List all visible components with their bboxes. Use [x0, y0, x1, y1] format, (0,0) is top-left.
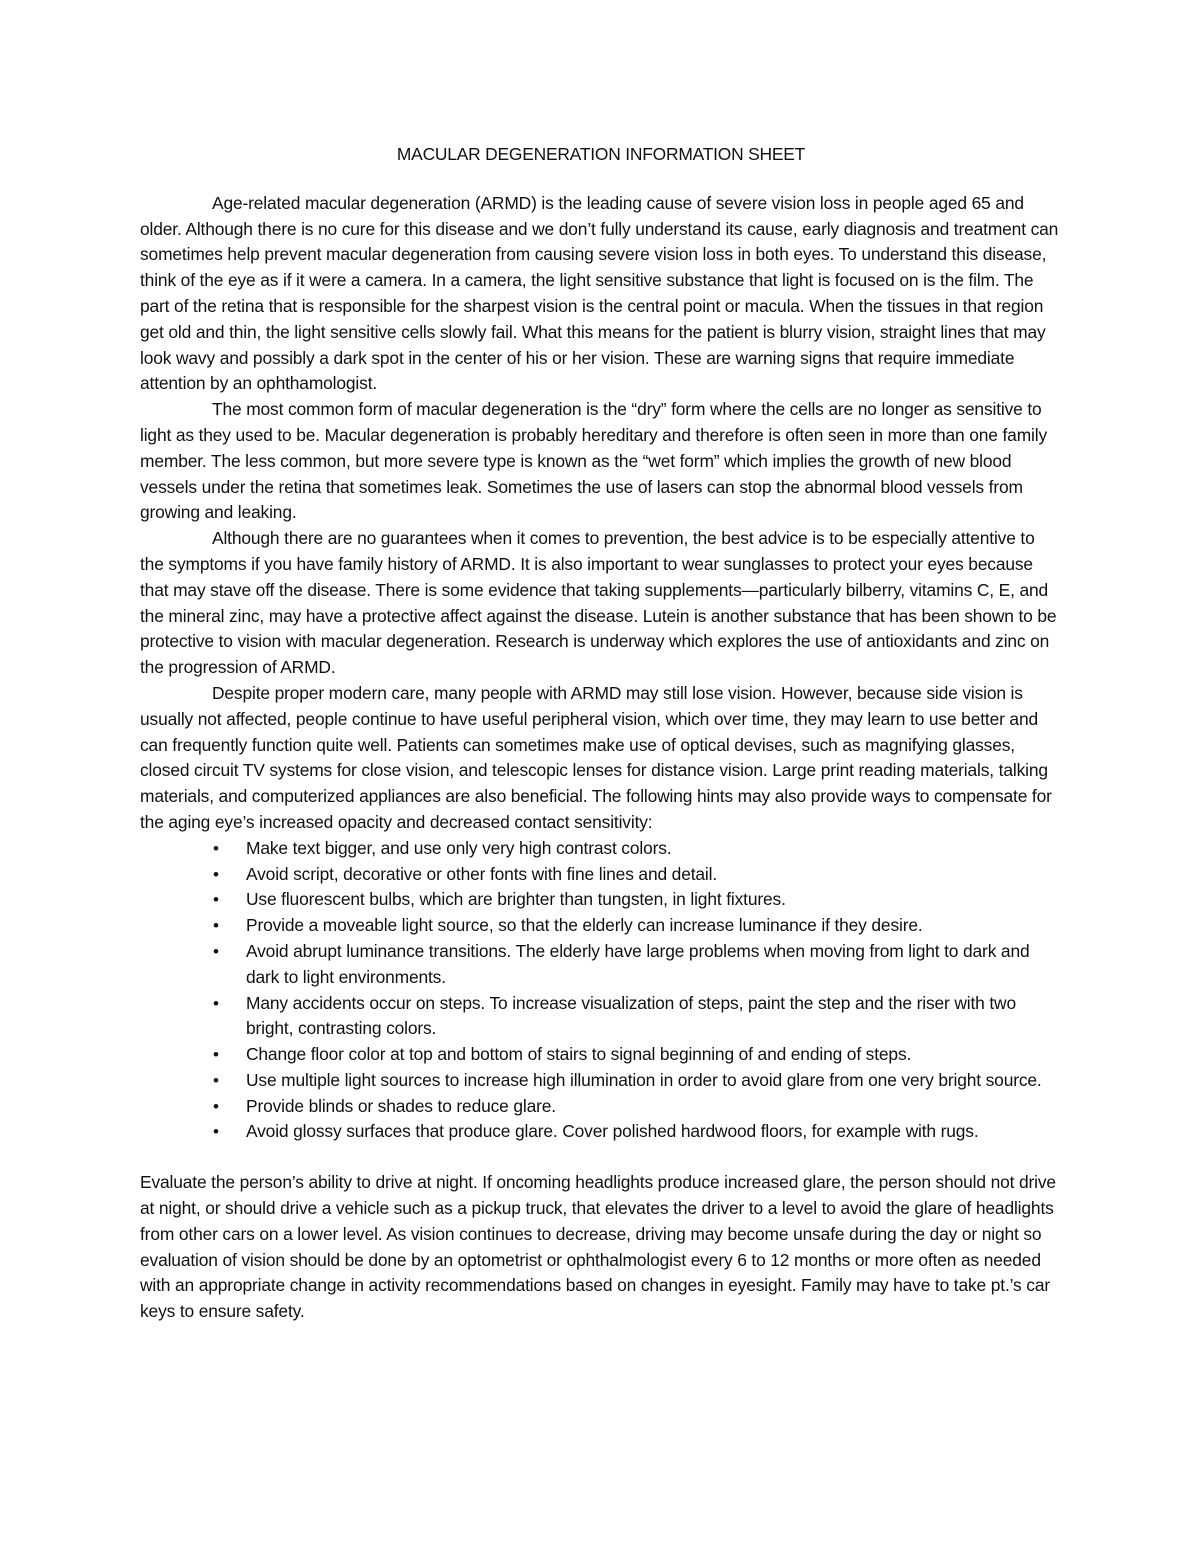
bullet-icon: • [213, 993, 219, 1013]
list-item [213, 1119, 1062, 1145]
list-item-text: Use multiple light sources to increase high illumination in order to avoid glare from one very bright source. [246, 1069, 1042, 1090]
paragraph-dry-wet-forms: The most common form of macular degeneration is the “dry” form where the cells are no longer as sensitive to light as they used to be. Macular degeneration is probably hereditary and therefore is often seen in more than one family member. The less common, but more severe type is known as the “wet form” which implies the growth of new blood vessels under the retina that sometimes leak. Sometimes the use of lasers can stop the abnormal blood vessels from growing and leaking. [140, 399, 1048, 523]
list-item [213, 939, 1062, 991]
bullet-icon: • [213, 890, 219, 910]
bullet-icon: • [213, 916, 219, 936]
paragraph-prevention: Although there are no guarantees when it comes to prevention, the best advice is to be especially attentive to the symptoms if you have family history of ARMD. It is also important to wear sunglasses to protect your eyes because that may stave off the disease. There is some evidence that taking supplements—particularly bilberry, vitamins C, E, and the mineral zinc, may have a protective affect against the disease. Lutein is another substance that has been shown to be protective to vision with macular degeneration. Research is underway which explores the use of antioxidants and zinc on the progression of ARMD. [140, 528, 1057, 678]
list-item-text: Avoid script, decorative or other fonts with fine lines and detail. [246, 863, 718, 884]
list-item [213, 1042, 1062, 1068]
list-item-text: Provide a moveable light source, so that the elderly can increase luminance if they desire. [246, 915, 923, 936]
list-item-text: Make text bigger, and use only very high contrast colors. [246, 837, 672, 858]
bullet-icon: • [213, 941, 219, 961]
list-item-text: Provide blinds or shades to reduce glare. [246, 1095, 556, 1116]
list-item-text: Use fluorescent bulbs, which are brighter than tungsten, in light fixtures. [246, 889, 786, 910]
list-item-text: Avoid glossy surfaces that produce glare. Cover polished hardwood floors, for example with rugs. [246, 1121, 979, 1142]
list-item-text: Many accidents occur on steps. To increase visualization of steps, paint the step and the riser with two bright, contrasting colors. [246, 992, 1016, 1039]
list-item [213, 887, 1062, 913]
paragraph-intro: Age-related macular degeneration (ARMD) is the leading cause of severe vision loss in people aged 65 and older. Although there is no cure for this disease and we don’t fully understand its cause, early diagnosis and treatment can sometimes help prevent macular degeneration from causing severe vision loss in both eyes. To understand this disease, think of the eye as if it were a camera. In a camera, the light sensitive substance that light is focused on is the film. The part of the retina that is responsible for the sharpest vision is the central point or macula. When the tissues in that region get old and thin, the light sensitive cells slowly fail. What this means for the patient is blurry vision, straight lines that may look wavy and possibly a dark spot in the center of his or her vision. These are warning signs that require immediate attention by an ophthamologist. [140, 192, 1059, 394]
bullet-icon: • [213, 1070, 219, 1090]
list-item [213, 836, 1062, 862]
list-item [213, 862, 1062, 888]
bullet-icon: • [213, 1122, 219, 1142]
paragraph-coping: Despite proper modern care, many people with ARMD may still lose vision. However, because side vision is usually not affected, people continue to have useful peripheral vision, which over time, they may learn to use better and can frequently function quite well. Patients can sometimes make use of optical devises, such as magnifying glasses, closed circuit TV systems for close vision, and telescopic lenses for distance vision. Large print reading materials, talking materials, and computerized appliances are also beneficial. The following hints may also provide ways to compensate for the aging eye’s increased opacity and decreased contact sensitivity: [140, 682, 1052, 832]
document-page [140, 142, 1062, 1325]
bullet-icon: • [213, 838, 219, 858]
list-item-text: Avoid abrupt luminance transitions. The elderly have large problems when moving from light to dark and dark to light environments. [246, 940, 1030, 987]
bullet-icon: • [213, 1045, 219, 1065]
paragraph-night-driving: Evaluate the person’s ability to drive at night. If oncoming headlights produce increased glare, the person should not drive at night, or should drive a vehicle such as a pickup truck, that elevates the driver to a level to avoid the glare of headlights from other cars on a lower level. As vision continues to decrease, driving may become unsafe during the day or night so evaluation of vision should be done by an optometrist or ophthalmologist every 6 to 12 months or more often as needed with an appropriate change in activity recommendations based on changes in eyesight. Family may have to take pt.’s car keys to ensure safety. [140, 1172, 1056, 1322]
list-item [213, 1094, 1062, 1120]
bullet-icon: • [213, 1096, 219, 1116]
hints-list [140, 836, 1062, 1146]
list-item [213, 991, 1062, 1043]
list-item-text: Change floor color at top and bottom of stairs to signal beginning of and ending of steps. [246, 1044, 912, 1065]
document-title: MACULAR DEGENERATION INFORMATION SHEET [396, 144, 806, 164]
bullet-icon: • [213, 864, 219, 884]
list-item [213, 913, 1062, 939]
list-item [213, 1068, 1062, 1094]
